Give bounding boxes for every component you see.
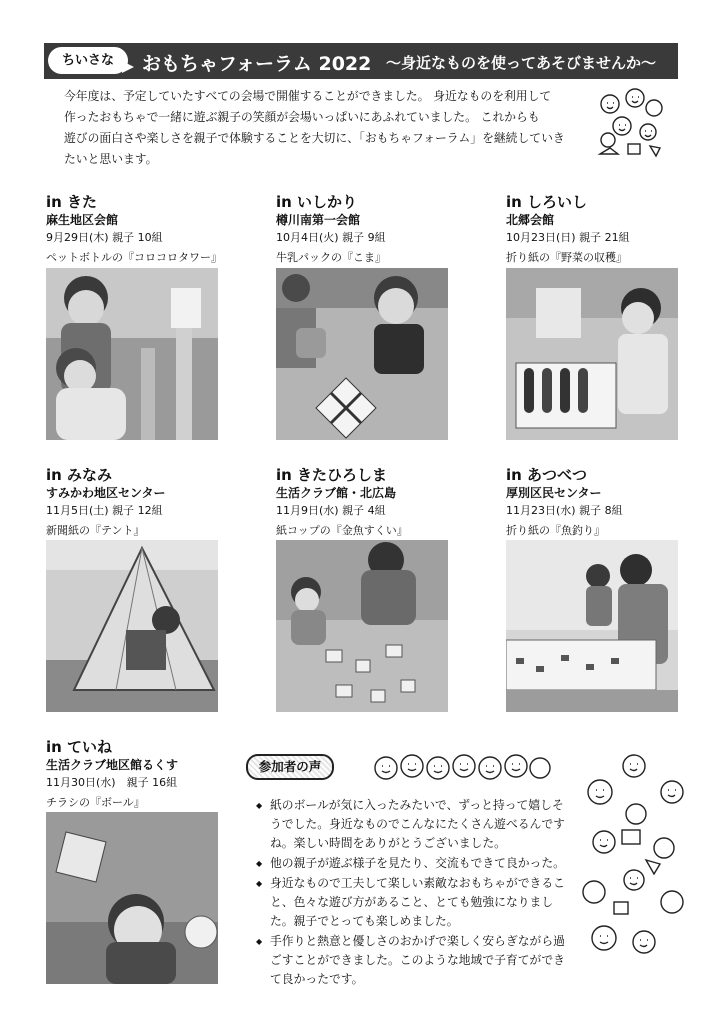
intro-text — [64, 86, 584, 170]
venue-toy: 牛乳パックの『こま』 — [276, 251, 386, 264]
voice-item: ◆ 手作りと熱意と優しさのおかげで楽しく安らぎながら過ごすことができました。このような地域で子育てができて良かったです。 — [256, 932, 566, 989]
venue-name: in みなみ — [46, 466, 113, 484]
venue-toy: 紙コップの『金魚すくい』 — [276, 524, 408, 537]
badge-tail — [122, 61, 134, 73]
venue-toy: 折り紙の『野菜の収穫』 — [506, 251, 627, 264]
venue-hall: 生活クラブ館・北広島 — [276, 486, 397, 500]
venue-hall: 麻生地区会館 — [46, 213, 119, 227]
header-badge: ちいさな — [48, 47, 128, 74]
venue-hall: 生活クラブ地区館るくす — [46, 758, 179, 772]
venue-date: 11月30日(水) 親子 16組 — [46, 776, 178, 789]
venue-shiroishi — [506, 193, 686, 266]
kids-doodle-illustration — [590, 84, 670, 164]
venue-kitahiroshima — [276, 466, 456, 539]
photo-shiroishi — [506, 268, 678, 440]
venue-name: in きたひろしま — [276, 466, 388, 484]
intro-line: 遊びの面白さや楽しさを親子で体験することを大切に、「おもちゃフォーラム」を継続していき — [64, 131, 565, 145]
intro-line: 今年度は、予定していたすべての会場で開催することができました。 身近なものを利用して — [64, 89, 552, 103]
venue-date: 10月4日(火) 親子 9組 — [276, 231, 386, 244]
venue-toy: ペットボトルの『コロコロタワー』 — [46, 251, 222, 264]
venue-name: in きた — [46, 193, 98, 211]
photo-ishikari — [276, 268, 448, 440]
venue-toy: 折り紙の『魚釣り』 — [506, 524, 605, 537]
intro-line: 作ったおもちゃで一緒に遊ぶ親子の笑顔が会場いっぱいにあふれていました。 これからも — [64, 110, 540, 124]
venue-hall: すみかわ地区センター — [46, 486, 166, 500]
venue-minami — [46, 466, 226, 539]
venue-ishikari — [276, 193, 456, 266]
voice-item: ◆ 他の親子が遊ぶ様子を見たり、交流もできて良かった。 — [256, 854, 566, 873]
venue-name: in いしかり — [276, 193, 358, 211]
venue-name: in ていね — [46, 738, 113, 756]
photo-kita — [46, 268, 218, 440]
voices-heading: 参加者の声 — [246, 754, 334, 780]
voice-item: ◆ 紙のボールが気に入ったみたいで、ずっと持って嬉しそうでした。身近なものでこんなにたくさん遊べるんですね。楽しい時間をありがとうございました。 — [256, 796, 566, 853]
intro-line: たいと思います。 — [64, 152, 158, 166]
photo-kitahiroshima — [276, 540, 448, 712]
venue-name: in あつべつ — [506, 466, 588, 484]
venue-kita — [46, 193, 226, 266]
title-banner — [44, 43, 678, 79]
venue-date: 11月23日(水) 親子 8組 — [506, 504, 623, 517]
participant-voices-list — [256, 796, 566, 990]
photo-atsubetsu — [506, 540, 678, 712]
venue-hall: 北郷会館 — [506, 213, 555, 227]
venue-hall: 樽川南第一会館 — [276, 213, 361, 227]
venue-name: in しろいし — [506, 193, 588, 211]
faces-doodle-row — [372, 750, 552, 784]
venue-teine — [46, 738, 226, 811]
venue-date: 11月9日(水) 親子 4組 — [276, 504, 386, 517]
venue-date: 10月23日(日) 親子 21組 — [506, 231, 630, 244]
photo-minami — [46, 540, 218, 712]
page-title: おもちゃフォーラム 2022 — [142, 53, 372, 75]
venue-hall: 厚別区民センター — [506, 486, 602, 500]
photo-teine — [46, 812, 218, 984]
venue-toy: チラシの『ボール』 — [46, 796, 145, 809]
venue-date: 9月29日(木) 親子 10組 — [46, 231, 163, 244]
page-subtitle: ～身近なものを使ってあそびませんか～ — [386, 54, 657, 72]
venue-date: 11月5日(土) 親子 12組 — [46, 504, 163, 517]
voice-item: ◆ 身近なもので工夫して楽しい素敵なおもちゃができること、色々な遊び方があること、とても勉強になりました。親子でとっても楽しめました。 — [256, 874, 566, 931]
venue-atsubetsu — [506, 466, 686, 539]
family-doodle-illustration — [574, 752, 694, 962]
venue-toy: 新聞紙の『テント』 — [46, 524, 145, 537]
